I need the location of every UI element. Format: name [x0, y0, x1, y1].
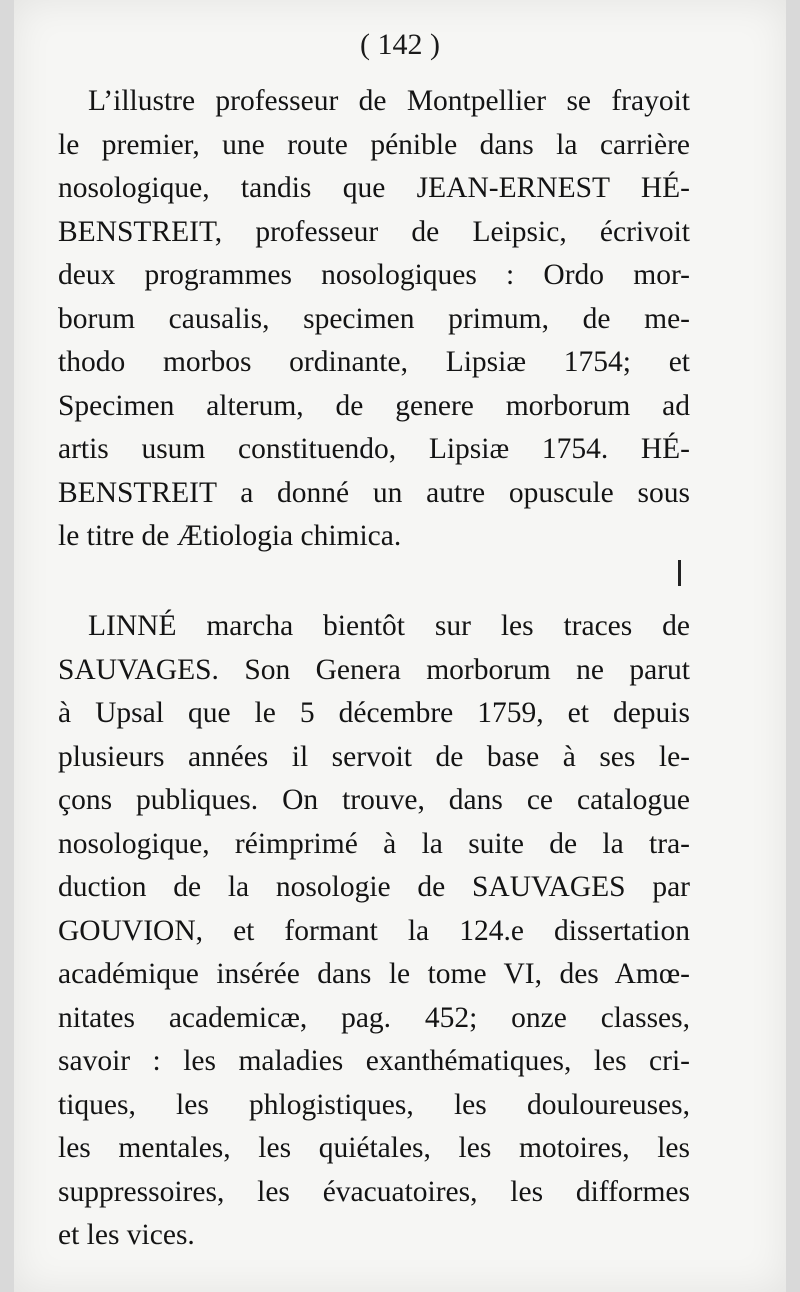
text-line: LINNÉ marcha bientôt sur les traces de: [88, 610, 690, 642]
text-line: et les vices.: [58, 1219, 195, 1251]
text-line: le titre de Ætiologia chimica.: [58, 520, 402, 552]
text-line: nosologique, tandis que JEAN-ERNEST HÉ-: [58, 172, 690, 204]
text-line: nitates academicæ, pag. 452; onze classes,: [58, 1001, 690, 1034]
text-line: BENSTREIT, professeur de Leipsic, écrivoit: [58, 215, 690, 248]
text-line: tiques, les phlogistiques, les douloureuses,: [58, 1088, 690, 1121]
text-line: L’illustre professeur de Montpellier se frayoit: [88, 85, 690, 117]
book-page: [14, 0, 786, 1292]
text-line: duction de la nosologie de SAUVAGES par: [58, 871, 690, 903]
text-line: savoir : les maladies exanthématiques, les cri-: [58, 1045, 690, 1077]
paragraph-linne: [58, 605, 690, 1258]
text-line: nosologique, réimprimé à la suite de la tra-: [58, 827, 690, 860]
text-line: BENSTREIT a donné un autre opuscule sous: [58, 476, 690, 509]
text-line: le premier, une route pénible dans la carrière: [58, 128, 690, 161]
text-line: GOUVION, et formant la 124.e dissertation: [58, 914, 690, 947]
text-line: çons publiques. On trouve, dans ce catalogue: [58, 784, 690, 816]
text-line: académique insérée dans le tome VI, des Amœ-: [58, 958, 690, 990]
text-line: thodo morbos ordinante, Lipsiæ 1754; et: [58, 346, 690, 378]
text-line: les mentales, les quiétales, les motoires, les: [58, 1132, 690, 1164]
text-line: suppressoires, les évacuatoires, les difformes: [58, 1175, 690, 1208]
page-number: ( 142 ): [360, 28, 440, 61]
text-line: plusieurs années il servoit de base à ses le-: [58, 740, 690, 773]
text-line: artis usum constituendo, Lipsiæ 1754. HÉ-: [58, 433, 690, 465]
text-line: Specimen alterum, de genere morborum ad: [58, 389, 690, 422]
text-line: SAUVAGES. Son Genera morborum ne parut: [58, 653, 690, 686]
text-line: deux programmes nosologiques : Ordo mor-: [58, 259, 690, 291]
text-line: borum causalis, specimen primum, de me-: [58, 302, 690, 335]
paragraph-hebenstreit: [58, 80, 690, 559]
ink-mark: [678, 560, 681, 586]
text-line: à Upsal que le 5 décembre 1759, et depuis: [58, 697, 690, 729]
